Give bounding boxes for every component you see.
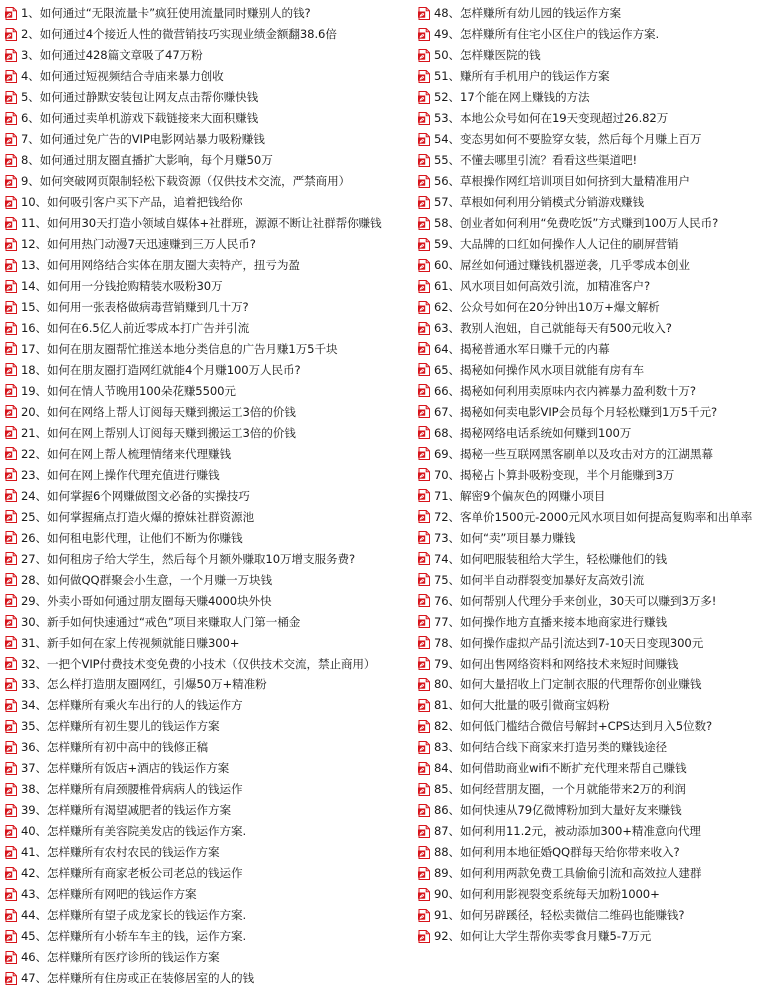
- pdf-document-icon: [5, 531, 17, 544]
- pdf-document-icon: [5, 762, 17, 775]
- file-list-item[interactable]: [5, 947, 415, 968]
- file-list-item[interactable]: [418, 255, 770, 276]
- pdf-document-icon: [5, 363, 17, 376]
- pdf-document-icon: [418, 91, 430, 104]
- file-name-label: 1、如何通过“无限流量卡”疯狂使用流量同时赚别人的钱?: [21, 6, 311, 21]
- file-name-label: 88、如何利用本地征婚QQ群每天给你带来收入?: [434, 845, 680, 860]
- pdf-document-icon: [5, 825, 17, 838]
- file-name-label: 37、怎样赚所有饭店+酒店的钱运作方案: [21, 761, 230, 776]
- file-name-label: 39、怎样赚所有渴望减肥者的钱运作方案: [21, 803, 231, 818]
- file-list-item[interactable]: [418, 800, 770, 821]
- file-name-label: 51、赚所有手机用户的钱运作方案: [434, 69, 610, 84]
- file-name-label: 20、如何在网络上帮人订阅每天赚到搬运工3倍的价钱: [21, 404, 296, 419]
- file-list-item[interactable]: [5, 422, 415, 443]
- file-name-label: 27、如何租房子给大学生，然后每个月额外赚取10万增支服务费?: [21, 551, 355, 566]
- file-name-label: 42、怎样赚所有商家老板公司老总的钱运作: [21, 866, 243, 881]
- file-list-item[interactable]: [418, 129, 770, 150]
- file-list-item[interactable]: [418, 842, 770, 863]
- file-name-label: 25、如何掌握痛点打造火爆的撩妹社群资源池: [21, 509, 254, 524]
- file-list-item[interactable]: [418, 590, 770, 611]
- file-list-item[interactable]: [5, 653, 415, 674]
- file-name-label: 89、如何利用两款免费工具偷偷引流和高效拉人建群: [434, 866, 702, 881]
- pdf-document-icon: [418, 49, 430, 62]
- file-name-label: 11、如何用30天打造小领域自媒体+社群班，源源不断让社群帮你赚钱: [21, 216, 382, 231]
- file-name-label: 63、教别人泡妞，自己就能每天有500元收入?: [434, 321, 672, 336]
- pdf-document-icon: [5, 552, 17, 565]
- file-name-label: 38、怎样赚所有肩颈腰椎骨病病人的钱运作: [21, 782, 243, 797]
- file-list-item[interactable]: [418, 548, 770, 569]
- file-name-label: 67、揭秘如何卖电影VIP会员每个月轻松赚到1万5千元?: [434, 404, 718, 419]
- file-name-label: 76、如何帮别人代理分手来创业，30天可以赚到3万多!: [434, 593, 717, 608]
- file-list-item[interactable]: [5, 842, 415, 863]
- file-name-label: 9、如何突破网页限制轻松下载资源（仅供技术交流，严禁商用）: [21, 174, 351, 189]
- file-list-item[interactable]: [418, 758, 770, 779]
- pdf-document-icon: [418, 531, 430, 544]
- pdf-document-icon: [418, 112, 430, 125]
- pdf-document-icon: [5, 175, 17, 188]
- file-list-item[interactable]: [418, 24, 770, 45]
- file-list-item[interactable]: [5, 632, 415, 653]
- file-name-label: 5、如何通过静默安装包让网友点击帮你赚快钱: [21, 90, 259, 105]
- pdf-document-icon: [418, 762, 430, 775]
- file-list-item[interactable]: [5, 968, 415, 989]
- file-list-right: [418, 3, 770, 947]
- file-list-item[interactable]: [5, 485, 415, 506]
- file-name-label: 21、如何在网上帮别人订阅每天赚到搬运工3倍的价钱: [21, 425, 296, 440]
- pdf-document-icon: [418, 322, 430, 335]
- file-name-label: 70、揭秘占卜算卦吸粉变现，半个月能赚到3万: [434, 467, 675, 482]
- file-list-item[interactable]: [5, 905, 415, 926]
- pdf-document-icon: [418, 867, 430, 880]
- file-name-label: 30、新手如何快速通过“戒色”项目来赚取人门第一桶金: [21, 614, 301, 629]
- pdf-document-icon: [418, 846, 430, 859]
- file-list-item[interactable]: [5, 506, 415, 527]
- pdf-document-icon: [5, 342, 17, 355]
- file-list-item[interactable]: [5, 359, 415, 380]
- file-name-label: 13、如何用网络结合实体在朋友圈大卖特产，扭亏为盈: [21, 258, 300, 273]
- pdf-document-icon: [5, 259, 17, 272]
- file-name-label: 73、如何“卖”项目暴力赚钱: [434, 530, 576, 545]
- pdf-document-icon: [5, 91, 17, 104]
- pdf-document-icon: [5, 909, 17, 922]
- pdf-document-icon: [5, 238, 17, 251]
- file-list-item[interactable]: [418, 66, 770, 87]
- file-name-label: 72、客单价1500元-2000元风水项目如何提高复购率和出单率: [434, 509, 753, 524]
- file-list-item[interactable]: [418, 926, 770, 947]
- pdf-document-icon: [5, 301, 17, 314]
- file-name-label: 10、如何吸引客户买下产品，追着把钱给你: [21, 195, 243, 210]
- pdf-document-icon: [418, 133, 430, 146]
- pdf-document-icon: [5, 426, 17, 439]
- file-name-label: 65、揭秘如何操作风水项目就能有房有车: [434, 362, 644, 377]
- pdf-document-icon: [5, 28, 17, 41]
- file-list-item[interactable]: [418, 485, 770, 506]
- file-name-label: 92、如何让大学生帮你卖零食月赚5-7万元: [434, 929, 652, 944]
- pdf-document-icon: [418, 384, 430, 397]
- pdf-document-icon: [5, 405, 17, 418]
- pdf-document-icon: [5, 741, 17, 754]
- pdf-document-icon: [418, 510, 430, 523]
- file-name-label: 54、变态男如何不要脸穿女装，然后每个月赚上百万: [434, 132, 702, 147]
- pdf-document-icon: [418, 217, 430, 230]
- file-list-item[interactable]: [418, 779, 770, 800]
- pdf-document-icon: [418, 301, 430, 314]
- file-name-label: 3、如何通过428篇文章吸了47万粉: [21, 48, 203, 63]
- file-name-label: 81、如何大批量的吸引微商宝妈粉: [434, 698, 610, 713]
- file-list-item[interactable]: [5, 401, 415, 422]
- file-list-item[interactable]: [5, 108, 415, 129]
- file-name-label: 35、怎样赚所有初生婴儿的钱运作方案: [21, 719, 220, 734]
- file-list-item[interactable]: [418, 527, 770, 548]
- pdf-document-icon: [418, 825, 430, 838]
- file-name-label: 34、怎样赚所有乘火车出行的人的钱运作方: [21, 698, 243, 713]
- file-list-item[interactable]: [418, 108, 770, 129]
- file-list-item[interactable]: [418, 653, 770, 674]
- file-list-item[interactable]: [5, 192, 415, 213]
- file-name-label: 86、如何快速从79亿微博粉加到大量好友来赚钱: [434, 803, 682, 818]
- file-list-item[interactable]: [418, 359, 770, 380]
- pdf-document-icon: [418, 405, 430, 418]
- file-name-label: 53、本地公众号如何在19天变现超过26.82万: [434, 111, 669, 126]
- pdf-document-icon: [418, 363, 430, 376]
- file-list-item[interactable]: [5, 297, 415, 318]
- file-list-item[interactable]: [5, 234, 415, 255]
- file-name-label: 78、如何操作虚拟产品引流达到7-10天日变现300元: [434, 635, 704, 650]
- pdf-document-icon: [5, 133, 17, 146]
- file-list-item[interactable]: [418, 318, 770, 339]
- file-list-item[interactable]: [5, 800, 415, 821]
- file-list-item[interactable]: [418, 737, 770, 758]
- file-list-item[interactable]: [5, 884, 415, 905]
- file-list-item[interactable]: [418, 45, 770, 66]
- file-name-label: 62、公众号如何在20分钟出10万+爆文解析: [434, 300, 660, 315]
- file-list-item[interactable]: [5, 569, 415, 590]
- file-list-item[interactable]: [418, 611, 770, 632]
- file-list-item[interactable]: [418, 821, 770, 842]
- file-list-item[interactable]: [5, 45, 415, 66]
- file-name-label: 26、如何租电影代理，让他们不断为你赚钱: [21, 530, 243, 545]
- file-name-label: 49、怎样赚所有住宅小区住户的钱运作方案.: [434, 27, 660, 42]
- pdf-document-icon: [5, 447, 17, 460]
- file-list-item[interactable]: [418, 506, 770, 527]
- file-name-label: 91、如何另辟蹊径，轻松卖微信二维码也能赚钱?: [434, 908, 685, 923]
- pdf-document-icon: [418, 552, 430, 565]
- pdf-document-icon: [418, 70, 430, 83]
- file-name-label: 16、如何在6.5亿人前近零成本打广告并引流: [21, 321, 250, 336]
- file-list-item[interactable]: [418, 443, 770, 464]
- pdf-document-icon: [418, 909, 430, 922]
- pdf-document-icon: [418, 741, 430, 754]
- file-name-label: 80、如何大量招收上门定制衣服的代理帮你创业赚钱: [434, 677, 702, 692]
- pdf-document-icon: [418, 489, 430, 502]
- file-list-item[interactable]: [418, 339, 770, 360]
- file-name-label: 32、一把个VIP付费技术变免费的小技术（仅供技术交流，禁止商用）: [21, 656, 376, 671]
- file-name-label: 43、怎样赚所有网吧的钱运作方案: [21, 887, 197, 902]
- file-list-item[interactable]: [5, 24, 415, 45]
- file-list-item[interactable]: [5, 318, 415, 339]
- file-list-item[interactable]: [5, 863, 415, 884]
- file-name-label: 29、外卖小哥如何通过朋友圈每天赚4000块外快: [21, 593, 272, 608]
- file-name-label: 41、怎样赚所有农村农民的钱运作方案: [21, 845, 220, 860]
- file-list-item[interactable]: [418, 87, 770, 108]
- pdf-document-icon: [5, 636, 17, 649]
- file-name-label: 83、如何结合线下商家来打造另类的赚钱途径: [434, 740, 667, 755]
- file-list-item[interactable]: [418, 171, 770, 192]
- file-list-item[interactable]: [5, 276, 415, 297]
- pdf-document-icon: [5, 384, 17, 397]
- file-list-item[interactable]: [418, 863, 770, 884]
- file-name-label: 36、怎样赚所有初中高中的钱修正稿: [21, 740, 208, 755]
- pdf-document-icon: [418, 259, 430, 272]
- pdf-document-icon: [5, 678, 17, 691]
- file-name-label: 74、如何吧服装租给大学生，轻松赚他们的钱: [434, 551, 667, 566]
- pdf-document-icon: [5, 573, 17, 586]
- file-list-item[interactable]: [5, 611, 415, 632]
- file-name-label: 17、如何在朋友圈帮忙推送本地分类信息的广告月赚1万5千块: [21, 341, 338, 356]
- file-list-item[interactable]: [418, 905, 770, 926]
- file-list-item[interactable]: [418, 3, 770, 24]
- file-list-item[interactable]: [5, 255, 415, 276]
- pdf-document-icon: [418, 594, 430, 607]
- file-name-label: 52、17个能在网上赚钱的方法: [434, 90, 590, 105]
- file-name-label: 61、风水项目如何高效引流，加精准客户?: [434, 279, 651, 294]
- pdf-document-icon: [5, 49, 17, 62]
- file-name-label: 58、创业者如何利用“免费吃饭”方式赚到100万人民币?: [434, 216, 719, 231]
- file-name-label: 15、如何用一张表格做病毒营销赚到几十万?: [21, 300, 249, 315]
- file-list-item[interactable]: [5, 3, 415, 24]
- pdf-document-icon: [418, 720, 430, 733]
- pdf-document-icon: [5, 930, 17, 943]
- file-list-item[interactable]: [5, 737, 415, 758]
- pdf-document-icon: [418, 426, 430, 439]
- pdf-document-icon: [418, 678, 430, 691]
- pdf-document-icon: [418, 7, 430, 20]
- pdf-document-icon: [5, 154, 17, 167]
- file-list-item[interactable]: [418, 695, 770, 716]
- file-list-item[interactable]: [5, 590, 415, 611]
- pdf-document-icon: [5, 951, 17, 964]
- file-list-item[interactable]: [5, 380, 415, 401]
- file-list-item[interactable]: [5, 464, 415, 485]
- file-name-label: 66、揭秘如何利用卖原味内衣内裤暴力盈利数十万?: [434, 383, 696, 398]
- file-list-item[interactable]: [5, 758, 415, 779]
- file-name-label: 47、怎样赚所有住房或正在装修居室的人的钱: [21, 971, 254, 986]
- file-name-label: 6、如何通过卖单机游戏下载链接来大面积赚钱: [21, 111, 259, 126]
- file-name-label: 45、怎样赚所有小轿车车主的钱，运作方案.: [21, 929, 247, 944]
- file-list-item[interactable]: [418, 234, 770, 255]
- file-name-label: 50、怎样赚医院的钱: [434, 48, 541, 63]
- file-list-item[interactable]: [5, 926, 415, 947]
- file-list-item[interactable]: [5, 87, 415, 108]
- pdf-document-icon: [5, 70, 17, 83]
- pdf-document-icon: [418, 154, 430, 167]
- file-list-item[interactable]: [5, 339, 415, 360]
- file-name-label: 2、如何通过4个接近人性的微营销技巧实现业绩金额翻38.6倍: [21, 27, 337, 42]
- pdf-document-icon: [418, 804, 430, 817]
- pdf-document-icon: [418, 196, 430, 209]
- file-name-label: 28、如何做QQ群聚会小生意，一个月赚一万块钱: [21, 572, 272, 587]
- file-name-label: 85、如何经营朋友圈，一个月就能带来2万的利润: [434, 782, 686, 797]
- pdf-document-icon: [418, 783, 430, 796]
- file-name-label: 4、如何通过短视频结合寺庙来暴力创收: [21, 69, 224, 84]
- file-list-item[interactable]: [418, 401, 770, 422]
- pdf-document-icon: [418, 615, 430, 628]
- pdf-document-icon: [5, 804, 17, 817]
- pdf-document-icon: [5, 468, 17, 481]
- file-list-item[interactable]: [418, 632, 770, 653]
- pdf-document-icon: [5, 867, 17, 880]
- pdf-document-icon: [5, 280, 17, 293]
- file-list-item[interactable]: [5, 171, 415, 192]
- file-name-label: 69、揭秘一些互联网黑客刷单以及攻击对方的江湖黑幕: [434, 446, 713, 461]
- file-name-label: 90、如何利用影视裂变系统每天加粉1000+: [434, 887, 660, 902]
- pdf-document-icon: [5, 846, 17, 859]
- pdf-document-icon: [5, 510, 17, 523]
- file-list-item[interactable]: [5, 150, 415, 171]
- file-name-label: 55、不懂去哪里引流？看看这些渠道吧!: [434, 153, 638, 168]
- file-list-item[interactable]: [418, 716, 770, 737]
- pdf-document-icon: [418, 636, 430, 649]
- file-name-label: 68、揭秘网络电话系统如何赚到100万: [434, 425, 632, 440]
- file-list-item[interactable]: [418, 297, 770, 318]
- file-list-item[interactable]: [5, 548, 415, 569]
- file-list-item[interactable]: [5, 695, 415, 716]
- file-name-label: 18、如何在朋友圈打造网红就能4个月赚100万人民币?: [21, 362, 301, 377]
- file-name-label: 7、如何通过免广告的VIP电影网站暴力吸粉赚钱: [21, 132, 265, 147]
- file-list-item[interactable]: [5, 527, 415, 548]
- file-name-label: 82、如何低门槛结合微信号解封+CPS达到月入5位数?: [434, 719, 713, 734]
- pdf-document-icon: [418, 468, 430, 481]
- pdf-document-icon: [5, 657, 17, 670]
- file-name-label: 59、大品牌的口红如何操作人人记住的刷屏营销: [434, 237, 679, 252]
- pdf-document-icon: [418, 280, 430, 293]
- file-list-item[interactable]: [418, 192, 770, 213]
- file-name-label: 84、如何借助商业wifi不断扩充代理来帮自己赚钱: [434, 761, 687, 776]
- file-list-item[interactable]: [418, 464, 770, 485]
- file-name-label: 57、草根如何利用分销模式分销游戏赚钱: [434, 195, 644, 210]
- file-name-label: 79、如何出售网络资料和网络技术来短时间赚钱: [434, 656, 679, 671]
- pdf-document-icon: [418, 930, 430, 943]
- file-list-item[interactable]: [5, 129, 415, 150]
- file-list-item[interactable]: [5, 443, 415, 464]
- file-name-label: 12、如何用热门动漫7天迅速赚到三万人民币?: [21, 237, 256, 252]
- pdf-document-icon: [418, 573, 430, 586]
- file-name-label: 31、新手如何在家上传视频就能日赚300+: [21, 635, 240, 650]
- pdf-document-icon: [5, 699, 17, 712]
- pdf-document-icon: [418, 888, 430, 901]
- file-list-left: [5, 3, 415, 989]
- file-list-item[interactable]: [5, 674, 415, 695]
- pdf-document-icon: [5, 196, 17, 209]
- file-list-item[interactable]: [418, 150, 770, 171]
- file-name-label: 48、怎样赚所有幼儿园的钱运作方案: [434, 6, 621, 21]
- file-list-item[interactable]: [5, 779, 415, 800]
- pdf-document-icon: [5, 7, 17, 20]
- pdf-document-icon: [418, 238, 430, 251]
- file-list-item[interactable]: [418, 276, 770, 297]
- pdf-document-icon: [418, 699, 430, 712]
- pdf-document-icon: [5, 594, 17, 607]
- pdf-document-icon: [5, 112, 17, 125]
- file-name-label: 40、怎样赚所有美容院美发店的钱运作方案.: [21, 824, 247, 839]
- pdf-document-icon: [5, 322, 17, 335]
- pdf-document-icon: [5, 783, 17, 796]
- pdf-document-icon: [418, 175, 430, 188]
- file-name-label: 44、怎样赚所有望子成龙家长的钱运作方案.: [21, 908, 247, 923]
- file-list-item[interactable]: [418, 380, 770, 401]
- file-name-label: 75、如何半自动群裂变加暴好友高效引流: [434, 572, 644, 587]
- pdf-document-icon: [5, 217, 17, 230]
- file-name-label: 23、如何在网上操作代理充值进行赚钱: [21, 467, 220, 482]
- file-name-label: 33、怎么样打造朋友圈网红，引爆50万+精准粉: [21, 677, 267, 692]
- file-list-item[interactable]: [5, 213, 415, 234]
- pdf-document-icon: [418, 657, 430, 670]
- file-name-label: 77、如何操作地方直播来接本地商家进行赚钱: [434, 614, 667, 629]
- pdf-document-icon: [418, 447, 430, 460]
- pdf-document-icon: [5, 615, 17, 628]
- file-list-item[interactable]: [418, 422, 770, 443]
- pdf-document-icon: [418, 342, 430, 355]
- file-name-label: 60、屌丝如何通过赚钱机器逆袭，几乎零成本创业: [434, 258, 690, 273]
- file-list-item[interactable]: [5, 716, 415, 737]
- file-list-item[interactable]: [418, 213, 770, 234]
- file-name-label: 64、揭秘普通水军日赚千元的内幕: [434, 341, 610, 356]
- pdf-document-icon: [418, 28, 430, 41]
- pdf-document-icon: [5, 720, 17, 733]
- file-name-label: 71、解密9个偏灰色的网赚小项目: [434, 488, 606, 503]
- file-name-label: 24、如何掌握6个网赚做图文必备的实操技巧: [21, 488, 250, 503]
- file-name-label: 14、如何用一分钱抢购精装水吸粉30万: [21, 279, 223, 294]
- file-list-item[interactable]: [5, 821, 415, 842]
- file-name-label: 22、如何在网上帮人梳理情绪来代理赚钱: [21, 446, 231, 461]
- file-name-label: 56、草根操作网红培训项目如何挤到大量精准用户: [434, 174, 690, 189]
- pdf-document-icon: [5, 489, 17, 502]
- file-name-label: 46、怎样赚所有医疗诊所的钱运作方案: [21, 950, 220, 965]
- file-name-label: 8、如何通过朋友圈直播扩大影响，每个月赚50万: [21, 153, 273, 168]
- file-name-label: 19、如何在情人节晚用100朵花赚5500元: [21, 383, 236, 398]
- pdf-document-icon: [5, 888, 17, 901]
- file-list-item[interactable]: [418, 884, 770, 905]
- pdf-document-icon: [5, 972, 17, 985]
- file-list-item[interactable]: [5, 66, 415, 87]
- file-list-item[interactable]: [418, 674, 770, 695]
- file-name-label: 87、如何利用11.2元，被动添加300+精准意向代理: [434, 824, 701, 839]
- file-list-item[interactable]: [418, 569, 770, 590]
